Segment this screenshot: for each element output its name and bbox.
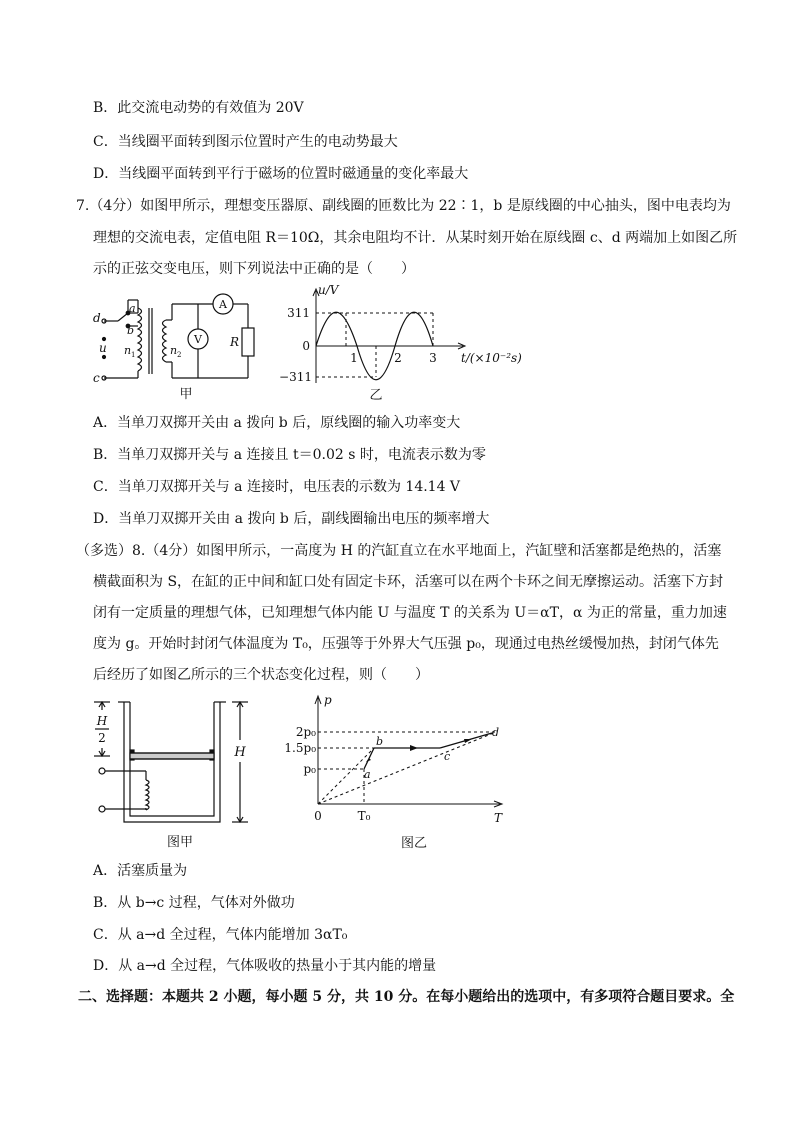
ytick-neg311: −311	[279, 370, 312, 384]
q8-line-4: 度为 g。开始时封闭气体温度为 T₀，压强等于外界大气压强 p₀，现通过电热丝缓慢加热，封闭气体先	[93, 636, 719, 652]
point-d: d	[492, 726, 500, 739]
xtick-1: 1	[350, 351, 358, 365]
graph-xlabel: t/(×10⁻²s)	[461, 351, 522, 365]
point-a: a	[364, 768, 371, 781]
label-c: c	[93, 371, 100, 385]
q8-line-1: （多选）8.（4分）如图甲所示，一高度为 H 的汽缸直立在水平地面上，汽缸壁和活塞都是绝热的，活塞	[76, 543, 722, 559]
xtick-T0: T₀	[357, 809, 371, 823]
label-H-half-den: 2	[98, 731, 106, 745]
graph2-ylabel: p	[324, 693, 332, 707]
caption-tuyi: 图乙	[400, 836, 428, 851]
q8-line-5: 后经历了如图乙所示的三个状态变化过程，则（ ）	[93, 667, 429, 683]
label-R: R	[230, 335, 240, 349]
label-a: a	[129, 302, 136, 315]
q8-option-b: B．从 b→c 过程，气体对外做功	[93, 895, 295, 911]
q7-circuit-diagram	[88, 286, 264, 404]
q7-option-c: C．当单刀双掷开关与 a 连接时，电压表的示数为 14.14 V	[93, 479, 461, 495]
label-n1: n	[124, 344, 132, 357]
point-c: c	[444, 750, 451, 763]
q8-line-3: 闭有一定质量的理想气体，已知理想气体内能 U 与温度 T 的关系为 U＝αT，α 为正的常量，重力加速	[93, 605, 727, 621]
caption-tujia: 图甲	[166, 835, 194, 850]
q7-option-d: D．当单刀双掷开关由 a 拨向 b 后，副线圈输出电压的频率增大	[93, 511, 490, 527]
section-2-heading: 二、选择题：本题共 2 小题，每小题 5 分，共 10 分。在每小题给出的选项中，有多项符合题目要求。全	[78, 989, 735, 1005]
ytick-1p5p0: 1.5p₀	[284, 741, 316, 755]
q7-line-3: 示的正弦交变电压，则下列说法中正确的是（ ）	[93, 261, 415, 277]
option-c-top: C．当线圈平面转到图示位置时产生的电动势最大	[93, 134, 398, 150]
ytick-p0: p₀	[303, 762, 316, 776]
q8-cylinder-diagram	[88, 692, 258, 854]
label-n2-sub: 2	[177, 351, 182, 359]
q7-line-1: 7.（4分）如图甲所示，理想变压器原、副线圈的匝数比为 22∶1，b 是原线圈的中心抽头，图中电表均为	[76, 198, 731, 214]
xtick-3: 3	[429, 351, 437, 365]
q8-line-2: 横截面积为 S，在缸的正中间和缸口处有固定卡环，活塞可以在两个卡环之间无摩擦运动。活塞下方封	[93, 574, 724, 590]
graph-ylabel: u/V	[318, 283, 339, 297]
caption-yi: 乙	[369, 388, 383, 403]
label-n2: n	[170, 344, 178, 357]
label-n1-sub: 1	[131, 351, 136, 359]
option-d-top: D．当线圈平面转到平行于磁场的位置时磁通量的变化率最大	[93, 166, 469, 182]
q8-option-c: C．从 a→d 全过程，气体内能增加 3αT₀	[93, 927, 348, 943]
option-b-top: B．此交流电动势的有效值为 20V	[93, 100, 304, 116]
q8-option-d: D．从 a→d 全过程，气体吸收的热量小于其内能的增量	[93, 958, 437, 974]
q8-option-a: A．活塞质量为	[93, 863, 188, 879]
q8-pt-graph	[278, 692, 508, 854]
label-d: d	[93, 311, 101, 325]
label-b: b	[127, 324, 135, 337]
voltmeter-label: V	[194, 333, 202, 346]
q7-line-2: 理想的交流电表，定值电阻 R＝10Ω，其余电阻均不计．从某时刻开始在原线圈 c、d 两端加上如图乙所	[93, 230, 738, 246]
label-H: H	[234, 745, 246, 760]
label-H-half-num: H	[96, 714, 108, 728]
ytick-311: 311	[287, 306, 310, 320]
q7-option-a: A．当单刀双掷开关由 a 拨向 b 后，原线圈的输入功率变大	[93, 415, 461, 431]
xtick-2: 2	[394, 351, 402, 365]
origin-label: 0	[314, 809, 322, 823]
caption-jia: 甲	[179, 387, 193, 402]
ytick-0: 0	[302, 339, 310, 353]
point-b: b	[376, 735, 384, 748]
ammeter-label: A	[219, 298, 227, 311]
q7-voltage-graph	[278, 283, 538, 405]
q7-option-b: B．当单刀双掷开关与 a 连接且 t＝0.02 s 时，电流表示数为零	[93, 447, 486, 463]
label-u: u	[99, 341, 107, 355]
graph2-xlabel: T	[493, 811, 503, 825]
ytick-2p0: 2p₀	[295, 725, 316, 739]
